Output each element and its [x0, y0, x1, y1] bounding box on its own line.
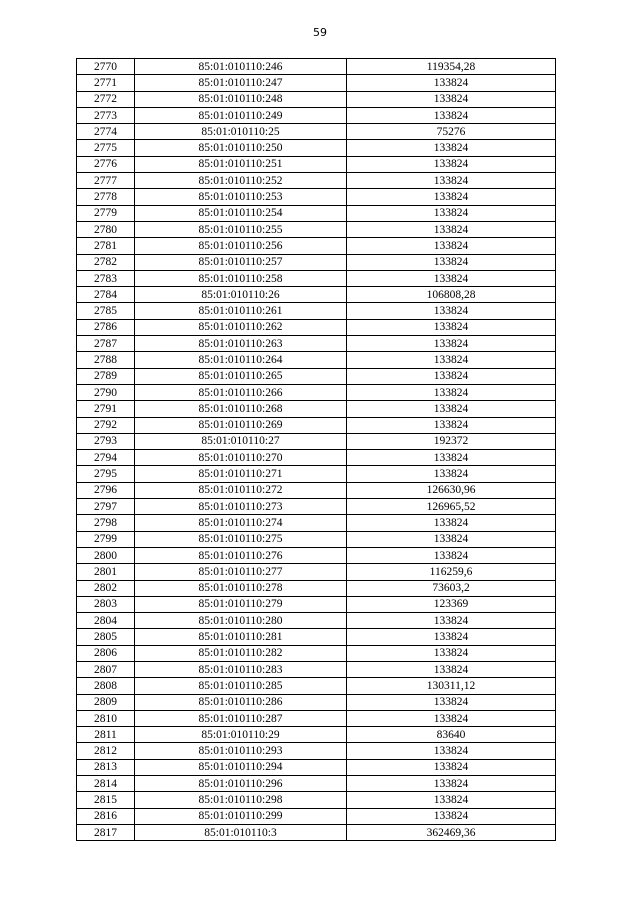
- cadastral-number-cell: 85:01:010110:278: [135, 580, 347, 596]
- table-row: [77, 156, 556, 172]
- cadastral-value-cell: 133824: [347, 140, 556, 156]
- table-row: [77, 629, 556, 645]
- row-number-cell: 2779: [77, 205, 135, 221]
- table-row: [77, 547, 556, 563]
- cadastral-number-cell: 85:01:010110:249: [135, 107, 347, 123]
- row-number-cell: 2808: [77, 678, 135, 694]
- row-number-cell: 2772: [77, 91, 135, 107]
- row-number-cell: 2811: [77, 727, 135, 743]
- row-number-cell: 2803: [77, 596, 135, 612]
- cadastral-number-cell: 85:01:010110:266: [135, 384, 347, 400]
- cadastral-value-cell: 75276: [347, 124, 556, 140]
- cadastral-value-cell: 133824: [347, 792, 556, 808]
- cadastral-value-cell: 133824: [347, 515, 556, 531]
- row-number-cell: 2775: [77, 140, 135, 156]
- cadastral-number-cell: 85:01:010110:293: [135, 743, 347, 759]
- row-number-cell: 2797: [77, 499, 135, 515]
- cadastral-value-cell: 73603,2: [347, 580, 556, 596]
- cadastral-number-cell: 85:01:010110:283: [135, 661, 347, 677]
- row-number-cell: 2795: [77, 466, 135, 482]
- cadastral-value-cell: 133824: [347, 417, 556, 433]
- row-number-cell: 2785: [77, 303, 135, 319]
- row-number-cell: 2807: [77, 661, 135, 677]
- cadastral-number-cell: 85:01:010110:252: [135, 173, 347, 189]
- cadastral-number-cell: 85:01:010110:286: [135, 694, 347, 710]
- table-row: [77, 824, 556, 840]
- cadastral-number-cell: 85:01:010110:263: [135, 336, 347, 352]
- table-row: [77, 368, 556, 384]
- table-row: [77, 661, 556, 677]
- table-row: [77, 645, 556, 661]
- table-row: [77, 531, 556, 547]
- table-row: [77, 173, 556, 189]
- table-row: [77, 189, 556, 205]
- row-number-cell: 2805: [77, 629, 135, 645]
- cadastral-value-cell: 133824: [347, 743, 556, 759]
- table-body: [77, 59, 556, 841]
- row-number-cell: 2773: [77, 107, 135, 123]
- table-row: [77, 124, 556, 140]
- table-row: [77, 238, 556, 254]
- table-row: [77, 694, 556, 710]
- row-number-cell: 2789: [77, 368, 135, 384]
- row-number-cell: 2774: [77, 124, 135, 140]
- row-number-cell: 2784: [77, 287, 135, 303]
- cadastral-value-cell: 126965,52: [347, 499, 556, 515]
- cadastral-number-cell: 85:01:010110:296: [135, 776, 347, 792]
- cadastral-number-cell: 85:01:010110:271: [135, 466, 347, 482]
- cadastral-value-cell: 119354,28: [347, 59, 556, 75]
- table-row: [77, 303, 556, 319]
- table-row: [77, 433, 556, 449]
- row-number-cell: 2804: [77, 613, 135, 629]
- row-number-cell: 2802: [77, 580, 135, 596]
- table-row: [77, 59, 556, 75]
- row-number-cell: 2780: [77, 221, 135, 237]
- cadastral-value-cell: 133824: [347, 107, 556, 123]
- cadastral-number-cell: 85:01:010110:261: [135, 303, 347, 319]
- table-row: [77, 254, 556, 270]
- cadastral-value-cell: 133824: [347, 238, 556, 254]
- cadastral-number-cell: 85:01:010110:26: [135, 287, 347, 303]
- row-number-cell: 2771: [77, 75, 135, 91]
- cadastral-value-cell: 133824: [347, 91, 556, 107]
- row-number-cell: 2783: [77, 270, 135, 286]
- row-number-cell: 2787: [77, 336, 135, 352]
- table-row: [77, 319, 556, 335]
- table-row: [77, 580, 556, 596]
- cadastral-value-cell: 133824: [347, 776, 556, 792]
- table-row: [77, 759, 556, 775]
- cadastral-number-cell: 85:01:010110:269: [135, 417, 347, 433]
- cadastral-number-cell: 85:01:010110:255: [135, 221, 347, 237]
- cadastral-number-cell: 85:01:010110:258: [135, 270, 347, 286]
- cadastral-number-cell: 85:01:010110:250: [135, 140, 347, 156]
- cadastral-number-cell: 85:01:010110:270: [135, 450, 347, 466]
- table-row: [77, 466, 556, 482]
- cadastral-value-cell: 133824: [347, 384, 556, 400]
- cadastral-value-cell: 133824: [347, 270, 556, 286]
- cadastral-number-cell: 85:01:010110:281: [135, 629, 347, 645]
- row-number-cell: 2786: [77, 319, 135, 335]
- cadastral-value-cell: 362469,36: [347, 824, 556, 840]
- table-row: [77, 91, 556, 107]
- table-row: [77, 336, 556, 352]
- table-row: [77, 613, 556, 629]
- cadastral-value-cell: 133824: [347, 205, 556, 221]
- cadastral-value-cell: 133824: [347, 645, 556, 661]
- cadastral-number-cell: 85:01:010110:275: [135, 531, 347, 547]
- cadastral-value-cell: 133824: [347, 221, 556, 237]
- cadastral-value-cell: 133824: [347, 303, 556, 319]
- row-number-cell: 2814: [77, 776, 135, 792]
- table-row: [77, 564, 556, 580]
- cadastral-value-cell: 133824: [347, 661, 556, 677]
- cadastral-value-cell: 133824: [347, 808, 556, 824]
- cadastral-value-cell: 133824: [347, 336, 556, 352]
- cadastral-number-cell: 85:01:010110:251: [135, 156, 347, 172]
- cadastral-number-cell: 85:01:010110:272: [135, 482, 347, 498]
- cadastral-number-cell: 85:01:010110:246: [135, 59, 347, 75]
- cadastral-number-cell: 85:01:010110:253: [135, 189, 347, 205]
- cadastral-number-cell: 85:01:010110:277: [135, 564, 347, 580]
- cadastral-number-cell: 85:01:010110:257: [135, 254, 347, 270]
- cadastral-value-cell: 133824: [347, 75, 556, 91]
- cadastral-value-cell: 133824: [347, 173, 556, 189]
- cadastral-value-cell: 133824: [347, 450, 556, 466]
- table-row: [77, 792, 556, 808]
- row-number-cell: 2782: [77, 254, 135, 270]
- row-number-cell: 2778: [77, 189, 135, 205]
- cadastral-value-cell: 106808,28: [347, 287, 556, 303]
- cadastral-value-cell: 116259,6: [347, 564, 556, 580]
- row-number-cell: 2796: [77, 482, 135, 498]
- table-row: [77, 678, 556, 694]
- table-row: [77, 515, 556, 531]
- cadastral-number-cell: 85:01:010110:273: [135, 499, 347, 515]
- cadastral-number-cell: 85:01:010110:254: [135, 205, 347, 221]
- cadastral-number-cell: 85:01:010110:25: [135, 124, 347, 140]
- table-row: [77, 482, 556, 498]
- table-row: [77, 417, 556, 433]
- cadastral-number-cell: 85:01:010110:282: [135, 645, 347, 661]
- cadastral-value-cell: 192372: [347, 433, 556, 449]
- cadastral-number-cell: 85:01:010110:3: [135, 824, 347, 840]
- cadastral-number-cell: 85:01:010110:276: [135, 547, 347, 563]
- row-number-cell: 2798: [77, 515, 135, 531]
- cadastral-number-cell: 85:01:010110:287: [135, 710, 347, 726]
- cadastral-number-cell: 85:01:010110:298: [135, 792, 347, 808]
- cadastral-value-cell: 133824: [347, 710, 556, 726]
- table-row: [77, 776, 556, 792]
- cadastral-number-cell: 85:01:010110:274: [135, 515, 347, 531]
- cadastral-number-cell: 85:01:010110:27: [135, 433, 347, 449]
- cadastral-number-cell: 85:01:010110:247: [135, 75, 347, 91]
- cadastral-value-cell: 130311,12: [347, 678, 556, 694]
- cadastral-value-cell: 133824: [347, 629, 556, 645]
- cadastral-number-cell: 85:01:010110:280: [135, 613, 347, 629]
- cadastral-value-cell: 133824: [347, 466, 556, 482]
- row-number-cell: 2788: [77, 352, 135, 368]
- row-number-cell: 2792: [77, 417, 135, 433]
- cadastral-value-cell: 133824: [347, 613, 556, 629]
- cadastral-number-cell: 85:01:010110:265: [135, 368, 347, 384]
- cadastral-number-cell: 85:01:010110:248: [135, 91, 347, 107]
- cadastral-value-cell: 133824: [347, 189, 556, 205]
- cadastral-value-cell: 133824: [347, 694, 556, 710]
- table-row: [77, 743, 556, 759]
- row-number-cell: 2816: [77, 808, 135, 824]
- cadastral-value-cell: 83640: [347, 727, 556, 743]
- cadastral-value-cell: 133824: [347, 401, 556, 417]
- row-number-cell: 2776: [77, 156, 135, 172]
- table-row: [77, 596, 556, 612]
- row-number-cell: 2799: [77, 531, 135, 547]
- table-row: [77, 205, 556, 221]
- table-row: [77, 107, 556, 123]
- row-number-cell: 2801: [77, 564, 135, 580]
- cadastral-number-cell: 85:01:010110:285: [135, 678, 347, 694]
- cadastral-value-table: [76, 58, 556, 841]
- cadastral-value-cell: 133824: [347, 759, 556, 775]
- table-row: [77, 499, 556, 515]
- cadastral-number-cell: 85:01:010110:299: [135, 808, 347, 824]
- cadastral-value-cell: 133824: [347, 368, 556, 384]
- cadastral-value-cell: 133824: [347, 531, 556, 547]
- cadastral-value-cell: 133824: [347, 352, 556, 368]
- cadastral-number-cell: 85:01:010110:29: [135, 727, 347, 743]
- row-number-cell: 2815: [77, 792, 135, 808]
- table-row: [77, 287, 556, 303]
- table-row: [77, 75, 556, 91]
- row-number-cell: 2790: [77, 384, 135, 400]
- row-number-cell: 2800: [77, 547, 135, 563]
- table-row: [77, 727, 556, 743]
- page-number: 59: [313, 26, 327, 39]
- row-number-cell: 2791: [77, 401, 135, 417]
- cadastral-value-cell: 133824: [347, 156, 556, 172]
- cadastral-number-cell: 85:01:010110:262: [135, 319, 347, 335]
- cadastral-value-cell: 126630,96: [347, 482, 556, 498]
- cadastral-value-cell: 133824: [347, 319, 556, 335]
- row-number-cell: 2777: [77, 173, 135, 189]
- table-row: [77, 384, 556, 400]
- table-row: [77, 140, 556, 156]
- row-number-cell: 2810: [77, 710, 135, 726]
- row-number-cell: 2806: [77, 645, 135, 661]
- cadastral-number-cell: 85:01:010110:268: [135, 401, 347, 417]
- cadastral-number-cell: 85:01:010110:264: [135, 352, 347, 368]
- table-row: [77, 710, 556, 726]
- table-row: [77, 808, 556, 824]
- row-number-cell: 2809: [77, 694, 135, 710]
- cadastral-value-cell: 133824: [347, 254, 556, 270]
- table-row: [77, 270, 556, 286]
- table-row: [77, 352, 556, 368]
- cadastral-value-cell: 133824: [347, 547, 556, 563]
- cadastral-number-cell: 85:01:010110:256: [135, 238, 347, 254]
- row-number-cell: 2793: [77, 433, 135, 449]
- row-number-cell: 2817: [77, 824, 135, 840]
- cadastral-value-cell: 123369: [347, 596, 556, 612]
- row-number-cell: 2781: [77, 238, 135, 254]
- table-row: [77, 450, 556, 466]
- row-number-cell: 2770: [77, 59, 135, 75]
- row-number-cell: 2794: [77, 450, 135, 466]
- row-number-cell: 2812: [77, 743, 135, 759]
- row-number-cell: 2813: [77, 759, 135, 775]
- table-row: [77, 401, 556, 417]
- table-row: [77, 221, 556, 237]
- cadastral-number-cell: 85:01:010110:279: [135, 596, 347, 612]
- cadastral-number-cell: 85:01:010110:294: [135, 759, 347, 775]
